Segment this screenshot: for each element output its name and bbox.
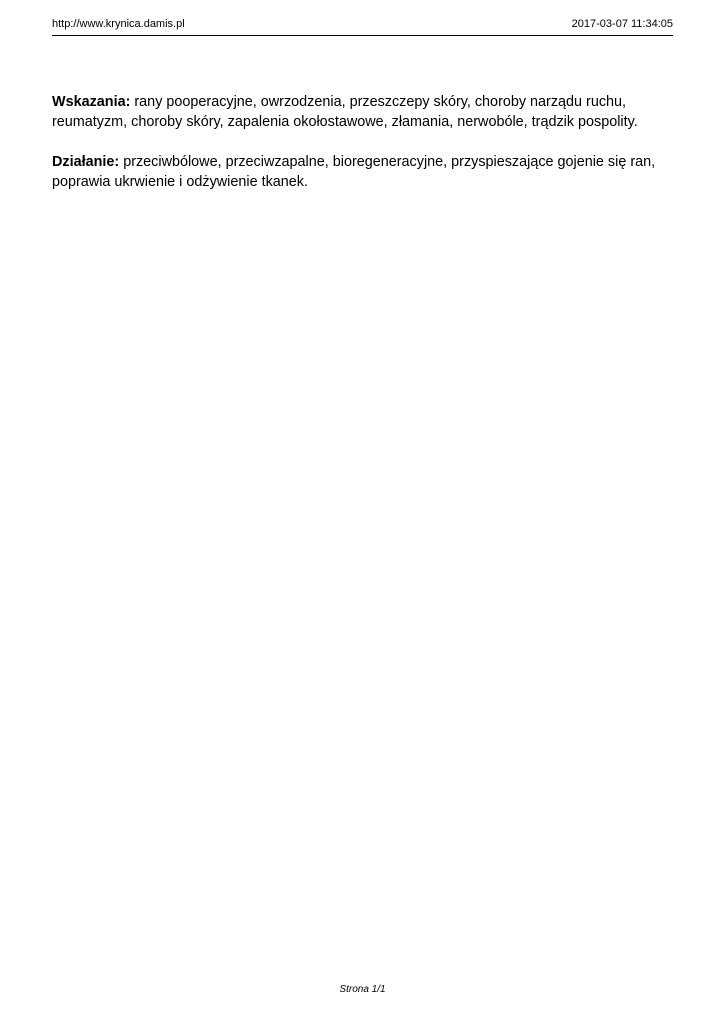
header-url: http://www.krynica.damis.pl xyxy=(52,18,185,30)
indications-text: rany pooperacyjne, owrzodzenia, przeszczepy skóry, choroby narządu ruchu, reumatyzm, choroby skóry, zapalenia okołostawowe, złamania, nerwobóle, trądzik pospolity. xyxy=(52,94,638,130)
page-number: Strona 1/1 xyxy=(339,984,386,995)
page-footer xyxy=(0,983,725,997)
indications-paragraph xyxy=(52,92,673,132)
action-text: przeciwbólowe, przeciwzapalne, bioregeneracyjne, przyspieszające gojenie się ran, poprawia ukrwienie i odżywienie tkanek. xyxy=(52,154,656,190)
document-body xyxy=(52,92,673,212)
action-label: Działanie: xyxy=(52,154,120,170)
indications-label: Wskazania: xyxy=(52,94,131,110)
page-header xyxy=(52,15,673,36)
header-timestamp: 2017-03-07 11:34:05 xyxy=(571,18,673,30)
action-paragraph xyxy=(52,152,673,192)
